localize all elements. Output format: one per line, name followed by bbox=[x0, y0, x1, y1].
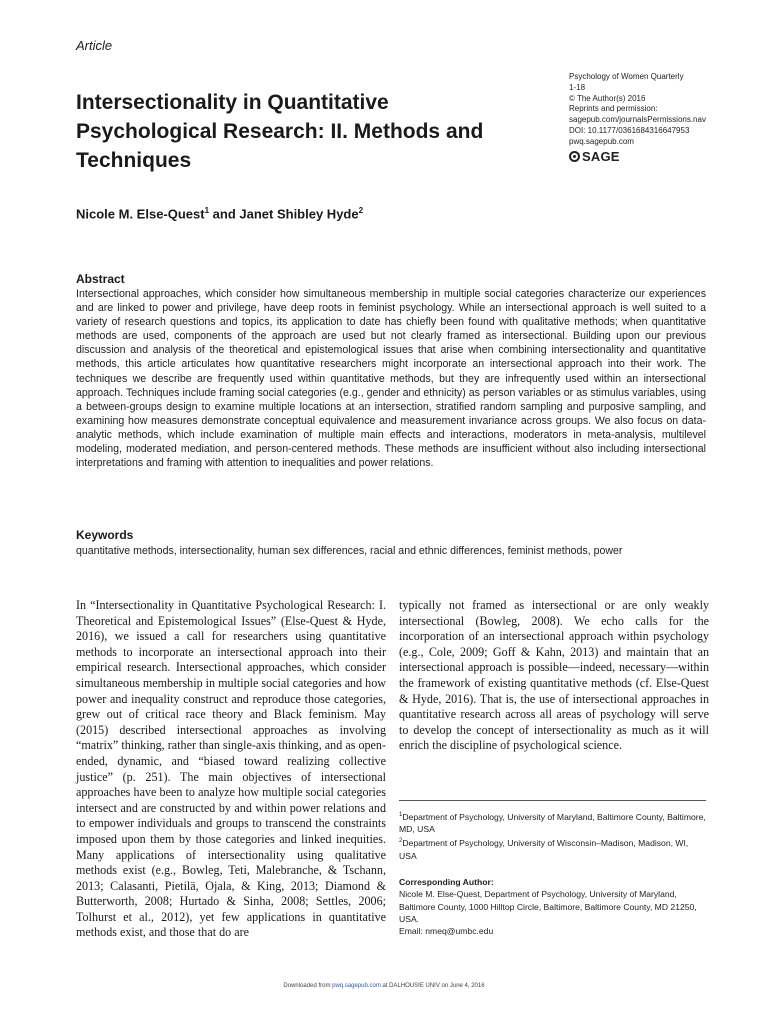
sage-circle-icon bbox=[569, 151, 580, 162]
journal-name: Psychology of Women Quarterly bbox=[569, 72, 684, 81]
keywords-heading: Keywords bbox=[76, 528, 134, 542]
download-notice bbox=[0, 983, 768, 989]
download-link[interactable]: pwq.sagepub.com bbox=[332, 983, 381, 989]
body-column-left bbox=[76, 598, 386, 941]
body-column-right bbox=[399, 598, 709, 754]
journal-pages: 1-18 bbox=[569, 82, 586, 92]
footnote-1 bbox=[399, 809, 706, 835]
sage-logo bbox=[569, 149, 620, 164]
author-1-affiliation-mark: 1 bbox=[204, 206, 210, 215]
author-2-affiliation-mark: 2 bbox=[358, 206, 364, 215]
abstract-text: Intersectional approaches, which consider how simultaneous membership in multiple social categories characterize our experiences and are linked to power and privilege, have deep roots in feminist psychology. While an intersectional approach is well suited to a variety of research questions and topics, its application to date has chiefly been found with qualitative methods; when quantitative methods are used, components of the approach are used but not clearly framed as intersectional. Building upon our previous discussion and analysis of the theoretical and epistemological issues that arise when combining intersectionality and quantitative methods, this article articulates how quantitative researchers might incorporate an intersectional approach into their work. The techniques we describe are frequently used within quantitative methods, but they are infrequently used within an intersectional approach. Techniques include framing social categories (e.g., gender and ethnicity) as person variables or as stimulus variables, using a between-groups design to examine multiple locations at an intersection, stratified random sampling and purposive sampling, and examining how measures demonstrate conceptual equivalence and measurement invariance across groups. We also focus on data-analytic methods, which include examination of multiple main effects and interactions, moderators in meta-analysis, multilevel modeling, moderated mediation, and person-centered methods. These methods are insufficient without also including intersectional interpretations and framing with attention to inequalities and power relations. bbox=[76, 288, 706, 470]
corresponding-author-heading: Corresponding Author: bbox=[399, 876, 494, 887]
footnote-2 bbox=[399, 835, 706, 861]
footnotes-block bbox=[399, 809, 706, 937]
corresponding-author-address: Nicole M. Else-Quest, Department of Psychology, University of Maryland, Baltimore County, 1000 Hilltop Circle, Baltimore, Baltimore County, MD 21250, USA. bbox=[399, 889, 697, 924]
article-type-label: Article bbox=[76, 38, 113, 53]
author-separator: and bbox=[209, 206, 240, 222]
journal-copyright: © The Author(s) 2016 bbox=[569, 93, 646, 103]
body-paragraph-continued: typically not framed as intersectional or are only weakly intersectional (Bowleg, 2008). We echo calls for the incorporation of an intersectional approach within psychology (e.g., Cole, 2009; Goff & Kahn, 2013) and maintain that an intersectional approach is possible—indeed, necessary—within the framework of existing quantitative methods (cf. Else-Quest & Hyde, 2016). That is, the use of intersectional approaches in quantitative research across all areas of psychology will serve to develop the concept of intersectionality as much as it will enrich the discipline of psychological science. bbox=[399, 598, 709, 753]
journal-site-link[interactable]: pwq.sagepub.com bbox=[569, 136, 634, 146]
footnote-2-mark: 2 bbox=[399, 838, 403, 845]
author-1: Nicole M. Else-Quest bbox=[76, 206, 205, 222]
journal-permissions-link[interactable]: sagepub.com/journalsPermissions.nav bbox=[569, 115, 706, 125]
sage-logo-text: SAGE bbox=[582, 149, 620, 164]
keywords-text: quantitative methods, intersectionality, human sex differences, racial and ethnic differences, feminist methods, power bbox=[76, 545, 623, 557]
corresponding-author-email[interactable]: Email: nmeq@umbc.edu bbox=[399, 926, 494, 937]
journal-reprints: Reprints and permission: bbox=[569, 104, 658, 114]
journal-meta-block bbox=[569, 72, 749, 148]
footnote-divider bbox=[399, 800, 706, 801]
footnote-1-text: Department of Psychology, University of Maryland, Baltimore County, Baltimore, MD, USA bbox=[399, 811, 706, 835]
body-paragraph-1: In “Intersectionality in Quantitative Psychological Research: I. Theoretical and Epistemological Issues” (Else-Quest & Hyde, 2016), we issued a call for researchers using quantitative methods to incorporate an intersectional approach into their empirical research. Intersectional approaches, which consider simultaneous membership in multiple social categories and how power and inequality construct and reproduce those categories, grew out of critical race theory and Black feminism. May (2015) described intersectional approaches as involving “matrix” thinking, rather than single-axis thinking, and as open-ended, dynamic, and “biased toward realizing collective justice” (p. 251). The main objectives of intersectional approaches have been to analyze how multiple social categories intersect and are constructed by and within power relations and to empower individuals and groups to transcend the constraints imposed upon them by those categories and linked inequities. Many applications of intersectionality using qualitative methods exist (e.g., Bowleg, Teti, Malebranche, & Tschann, 2013; Calasanti, Pietilä, Ojala, & King, 2013; Diamond & Butterworth, 2008; Hurtado & Sinha, 2008; Settles, 2006; Tolhurst et al., 2012), yet few applications in quantitative methods exist, and those that do are bbox=[76, 598, 387, 940]
author-2: Janet Shibley Hyde bbox=[239, 206, 359, 222]
paper-title: Intersectionality in Quantitative Psychological Research: II. Methods and Techniques bbox=[76, 91, 484, 172]
journal-doi[interactable]: DOI: 10.1177/0361684316647953 bbox=[569, 125, 690, 135]
author-line bbox=[76, 206, 363, 221]
download-prefix: Downloaded from bbox=[283, 983, 333, 989]
footnote-1-mark: 1 bbox=[399, 812, 403, 818]
download-suffix: at DALHOUSIE UNIV on June 4, 2016 bbox=[380, 983, 485, 989]
footnote-2-text: Department of Psychology, University of Wisconsin–Madison, Madison, WI, USA bbox=[399, 838, 689, 861]
abstract-heading: Abstract bbox=[76, 272, 125, 286]
